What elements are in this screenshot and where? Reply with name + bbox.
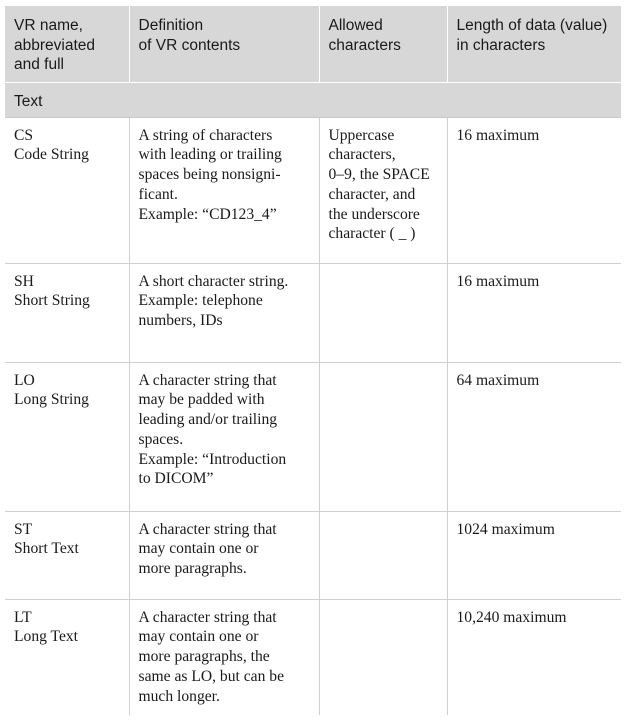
length-cell: 16 maximum	[447, 263, 621, 362]
table-row	[5, 599, 621, 715]
table-body	[5, 82, 621, 715]
length-cell: 64 maximum	[447, 362, 621, 511]
definition-cell: A character string that may contain one or more paragraphs, the same as LO, but can be much longer.	[129, 599, 319, 715]
allowed-characters-cell	[319, 263, 447, 362]
definition-cell: A string of characters with leading or trailing spaces being nonsigni- ficant. Example: “CD123_4”	[129, 117, 319, 263]
table-header	[5, 6, 621, 82]
section-label-text: Text	[5, 82, 621, 117]
table-row	[5, 362, 621, 511]
header-allowed-characters: Allowed characters	[319, 6, 447, 82]
length-cell: 10,240 maximum	[447, 599, 621, 715]
length-cell: 16 maximum	[447, 117, 621, 263]
table-row	[5, 117, 621, 263]
allowed-characters-cell	[319, 511, 447, 599]
definition-cell: A character string that may be padded with leading and/or trailing spaces. Example: “Introduction to DICOM”	[129, 362, 319, 511]
vr-name-cell: LO Long String	[5, 362, 129, 511]
allowed-characters-cell	[319, 599, 447, 715]
vr-name-cell: CS Code String	[5, 117, 129, 263]
section-row	[5, 82, 621, 117]
allowed-characters-cell: Uppercase characters, 0–9, the SPACE character, and the underscore character ( _ )	[319, 117, 447, 263]
table-row	[5, 511, 621, 599]
header-definition: Definition of VR contents	[129, 6, 319, 82]
vr-name-cell: LT Long Text	[14, 608, 79, 646]
length-cell: 1024 maximum	[447, 511, 621, 599]
vr-name-cell: SH Short String	[5, 263, 129, 362]
header-vr-name: VR name, abbreviated and full	[5, 6, 129, 82]
vr-definitions-table	[5, 6, 621, 715]
header-length: Length of data (value) in characters	[447, 6, 621, 82]
definition-cell: A character string that may contain one or more paragraphs.	[129, 511, 319, 599]
table-row	[5, 263, 621, 362]
allowed-characters-cell	[319, 362, 447, 511]
header-row	[5, 6, 621, 82]
vr-name-cell: ST Short Text	[5, 511, 129, 599]
definition-cell: A short character string. Example: telephone numbers, IDs	[129, 263, 319, 362]
